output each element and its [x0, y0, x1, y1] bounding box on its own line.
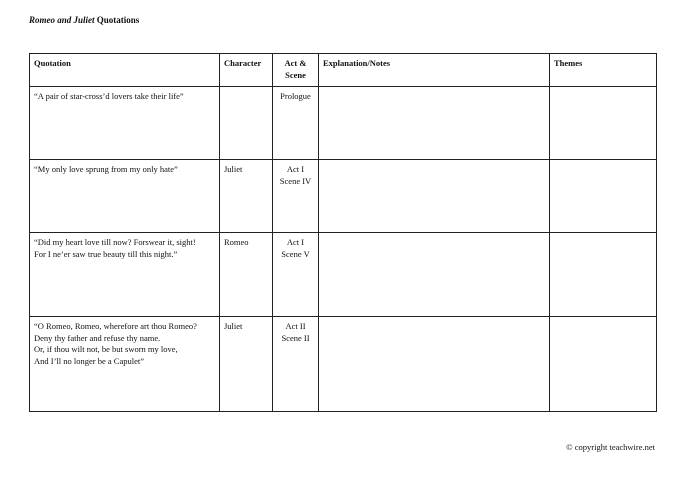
quotation-cell	[30, 317, 220, 412]
act-label: Prologue	[280, 91, 311, 101]
page-title-plain: Quotations	[94, 15, 140, 25]
explanation-cell[interactable]	[319, 317, 550, 412]
scene-label: Scene IV	[279, 175, 312, 186]
themes-cell[interactable]	[550, 160, 657, 233]
table-row	[30, 87, 657, 160]
quote-line: “O Romeo, Romeo, wherefore art thou Romeo?	[34, 321, 197, 331]
quote-line: “A pair of star-cross’d lovers take their life”	[34, 91, 184, 101]
scene-label: Scene II	[281, 332, 310, 343]
themes-cell[interactable]	[550, 317, 657, 412]
table-header-row	[30, 54, 657, 87]
quote-line: “Did my heart love till now? Forswear it, sight!	[34, 237, 196, 247]
quotation-cell	[30, 160, 220, 233]
page-title	[29, 14, 139, 26]
explanation-cell[interactable]	[319, 87, 550, 160]
act-scene-cell	[273, 87, 319, 160]
header-themes: Themes	[550, 54, 657, 87]
explanation-cell[interactable]	[319, 160, 550, 233]
header-quotation: Quotation	[30, 54, 220, 87]
act-scene-cell	[273, 317, 319, 412]
header-act-scene-line2: Scene	[285, 69, 306, 80]
character-cell: Juliet	[220, 317, 273, 412]
act-label: Act I	[286, 164, 305, 174]
themes-cell[interactable]	[550, 87, 657, 160]
quotations-table	[29, 53, 657, 412]
themes-cell[interactable]	[550, 233, 657, 317]
quotation-cell	[30, 233, 220, 317]
scene-label: Scene V	[281, 248, 310, 259]
header-act-scene-line1: Act &	[284, 58, 307, 68]
act-label: Act I	[286, 237, 305, 247]
quote-line: And I’ll no longer be a Capulet”	[34, 355, 144, 366]
header-explanation: Explanation/Notes	[319, 54, 550, 87]
character-cell: Romeo	[220, 233, 273, 317]
quote-line: For I ne’er saw true beauty till this night.”	[34, 248, 178, 259]
act-scene-cell	[273, 160, 319, 233]
quote-line: Deny thy father and refuse thy name.	[34, 332, 161, 343]
table-row	[30, 160, 657, 233]
copyright-footer: © copyright teachwire.net	[566, 442, 655, 452]
explanation-cell[interactable]	[319, 233, 550, 317]
table-row	[30, 233, 657, 317]
quote-line: “My only love sprung from my only hate”	[34, 164, 178, 174]
quotation-cell	[30, 87, 220, 160]
character-cell	[220, 87, 273, 160]
table-row	[30, 317, 657, 412]
header-act-scene	[273, 54, 319, 87]
header-character: Character	[220, 54, 273, 87]
page-title-italic: Romeo and Juliet	[29, 15, 95, 25]
quote-line: Or, if thou wilt not, be but sworn my love,	[34, 344, 178, 354]
character-cell: Juliet	[220, 160, 273, 233]
act-scene-cell	[273, 233, 319, 317]
act-label: Act II	[285, 321, 306, 331]
